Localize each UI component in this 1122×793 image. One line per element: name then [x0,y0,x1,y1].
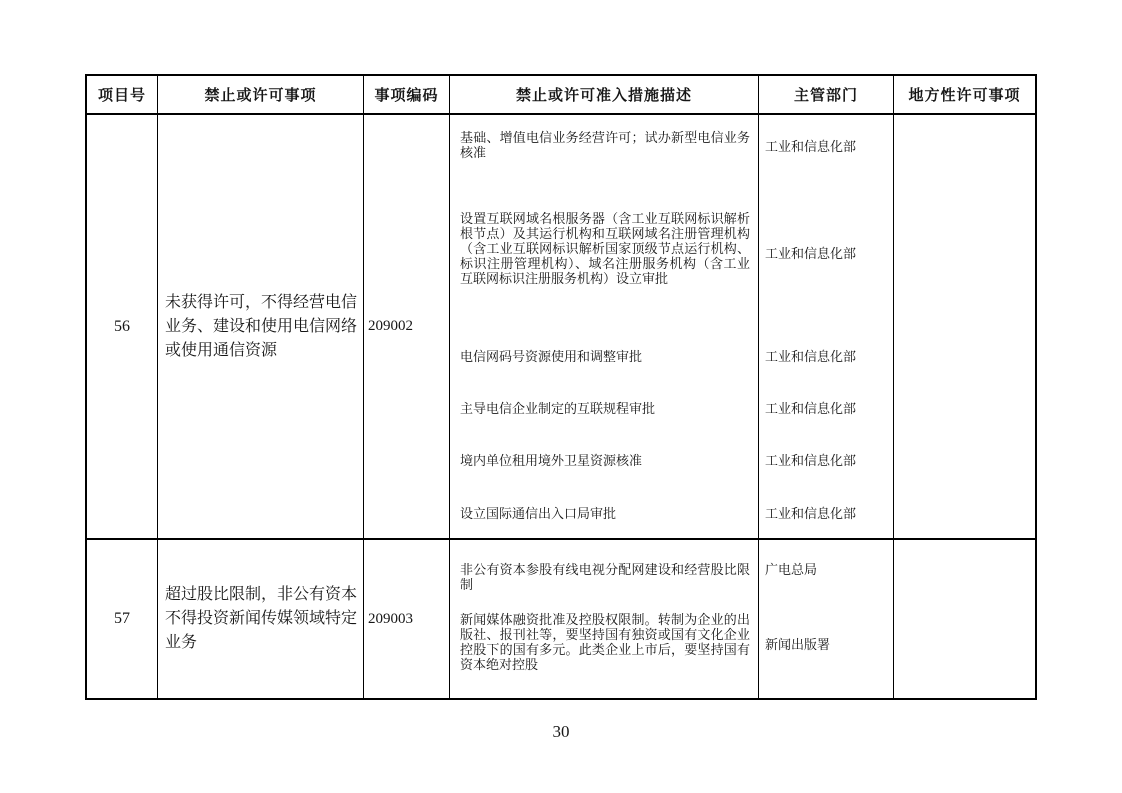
header-cell-measure-description: 禁止或许可准入措施描述 [450,76,759,113]
measure-description: 境内单位租用境外卫星资源核准 [450,446,759,499]
measure-department: 工业和信息化部 [759,446,894,499]
measure-row [450,602,1035,698]
measure-description: 新闻媒体融资批准及控股权限制。转制为企业的出版社、报刊社等，要坚持国有独资或国有文化企业控股下的国有多元。此类企业上市后，要坚持国有资本绝对控股 [450,602,759,698]
measure-row [450,499,1035,538]
local-licensing-cell [894,202,1035,342]
measure-department: 新闻出版署 [759,602,894,698]
measure-row [450,115,1035,202]
measure-department: 工业和信息化部 [759,115,894,202]
measure-row [450,342,1035,394]
header-cell-item-number: 项目号 [87,76,158,113]
local-licensing-cell [894,342,1035,394]
prohibited-matter: 超过股比限制，非公有资本不得投资新闻传媒领域特定业务 [158,540,364,698]
measures-area [450,540,1035,698]
measure-row [450,446,1035,499]
measure-description: 基础、增值电信业务经营许可；试办新型电信业务核准 [450,115,759,202]
local-licensing-cell [894,115,1035,202]
item-number: 56 [87,115,158,538]
measure-description: 设立国际通信出入口局审批 [450,499,759,538]
table-header-row [87,76,1035,115]
measure-description: 主导电信企业制定的互联规程审批 [450,394,759,446]
local-licensing-cell [894,499,1035,538]
measures-area [450,115,1035,538]
header-cell-local-licensing: 地方性许可事项 [908,88,1021,104]
measure-department: 工业和信息化部 [759,202,894,342]
matter-code: 209003 [364,540,450,698]
measure-department: 工业和信息化部 [759,394,894,446]
measure-row [450,394,1035,446]
measure-description: 设置互联网域名根服务器（含工业互联网标识解析根节点）及其运行机构和互联网域名注册管理机构（含工业互联网标识解析国家顶级节点运行机构、标识注册管理机构）、域名注册服务机构（含工业互联网标识注册服务机构）设立审批 [450,202,759,342]
header-cell-prohibited-matter: 禁止或许可事项 [158,76,364,113]
header-cell-department: 主管部门 [759,76,894,113]
page-number: 30 [552,722,570,741]
measure-row [450,540,1035,602]
local-licensing-cell [894,394,1035,446]
measure-department: 广电总局 [759,540,894,602]
local-licensing-cell [894,540,1035,602]
table-row-56 [87,115,1035,540]
local-licensing-cell [894,602,1035,698]
prohibited-matter: 未获得许可，不得经营电信业务、建设和使用电信网络或使用通信资源 [158,115,364,538]
measure-department: 工业和信息化部 [759,499,894,538]
measure-department: 工业和信息化部 [759,342,894,394]
table-row-57 [87,540,1035,698]
matter-code: 209002 [364,115,450,538]
measure-description: 非公有资本参股有线电视分配网建设和经营股比限制 [450,540,759,602]
negative-list-table [85,74,1037,700]
measure-row [450,202,1035,342]
header-cell-matter-code: 事项编码 [364,76,450,113]
item-number: 57 [87,540,158,698]
measure-description: 电信网码号资源使用和调整审批 [450,342,759,394]
local-licensing-cell [894,446,1035,499]
